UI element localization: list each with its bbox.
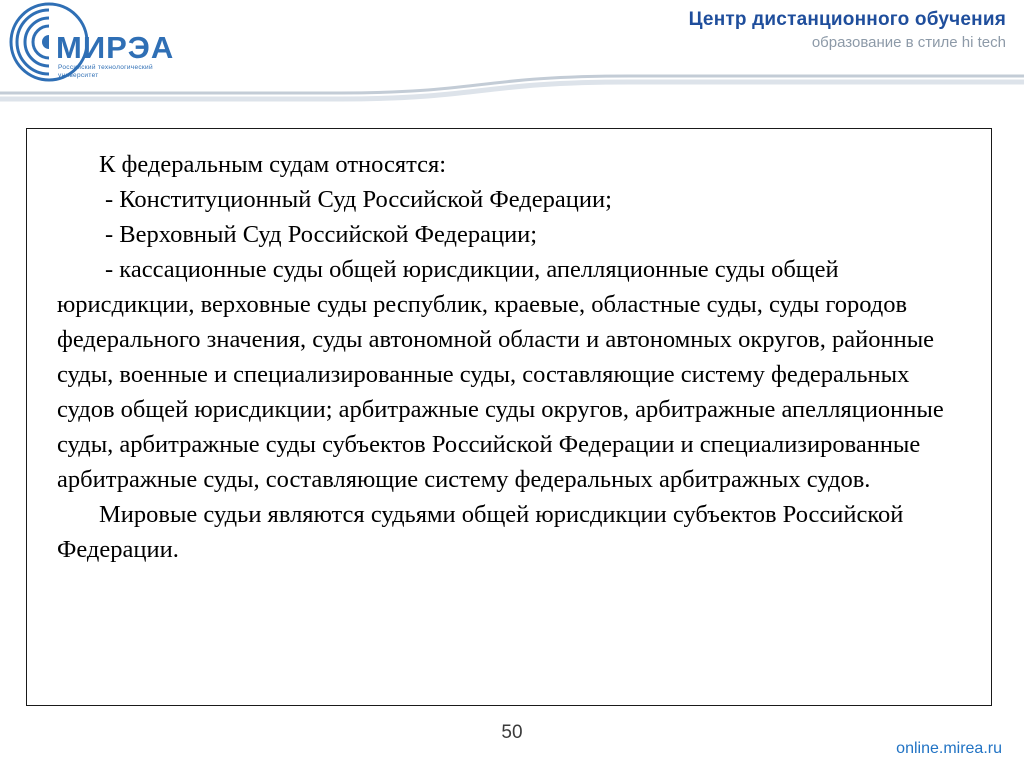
content-box — [26, 128, 992, 706]
header-title: Центр дистанционного обучения — [688, 9, 1006, 30]
paragraph-item-supreme-court: - Верховный Суд Российской Федерации; — [105, 221, 538, 248]
svg-text:МИРЭА: МИРЭА — [56, 30, 175, 65]
site-link[interactable]: online.mirea.ru — [896, 740, 1002, 757]
mirea-logo — [6, 2, 196, 94]
header-subtitle: образование в стиле hi tech — [811, 34, 1006, 51]
paragraph-justices-of-the-peace: Мировые судьи являются судьями общей юрисдикции субъектов Российской Федерации. — [57, 501, 904, 563]
content-inner — [27, 129, 991, 577]
slide-header — [0, 0, 1024, 112]
logo-caption: Российский технологический университет — [58, 64, 153, 79]
mirea-logo-icon — [6, 2, 196, 94]
page-number: 50 — [501, 722, 523, 743]
header-text-block — [689, 8, 1006, 54]
paragraph-intro: К федеральным судам относятся: — [99, 151, 447, 178]
paragraph-item-constitutional-court: - Конституционный Суд Российской Федерации; — [105, 186, 612, 213]
paragraph-item-other-courts: - кассационные суды общей юрисдикции, апелляционные суды общей юрисдикции, верховные суды республик, краевые, областные суды, суды городов федерального значения, суды автономной области и автономных округов, районные суды, военные и специализированные суды, составляющие систему федеральных судов общей юрисдикции; арбитражные суды округов, арбитражные апелляционные суды, арбитражные суды субъектов Российской Федерации и специализированные арбитражные суды, составляющие систему федеральных арбитражных судов. — [57, 256, 944, 493]
